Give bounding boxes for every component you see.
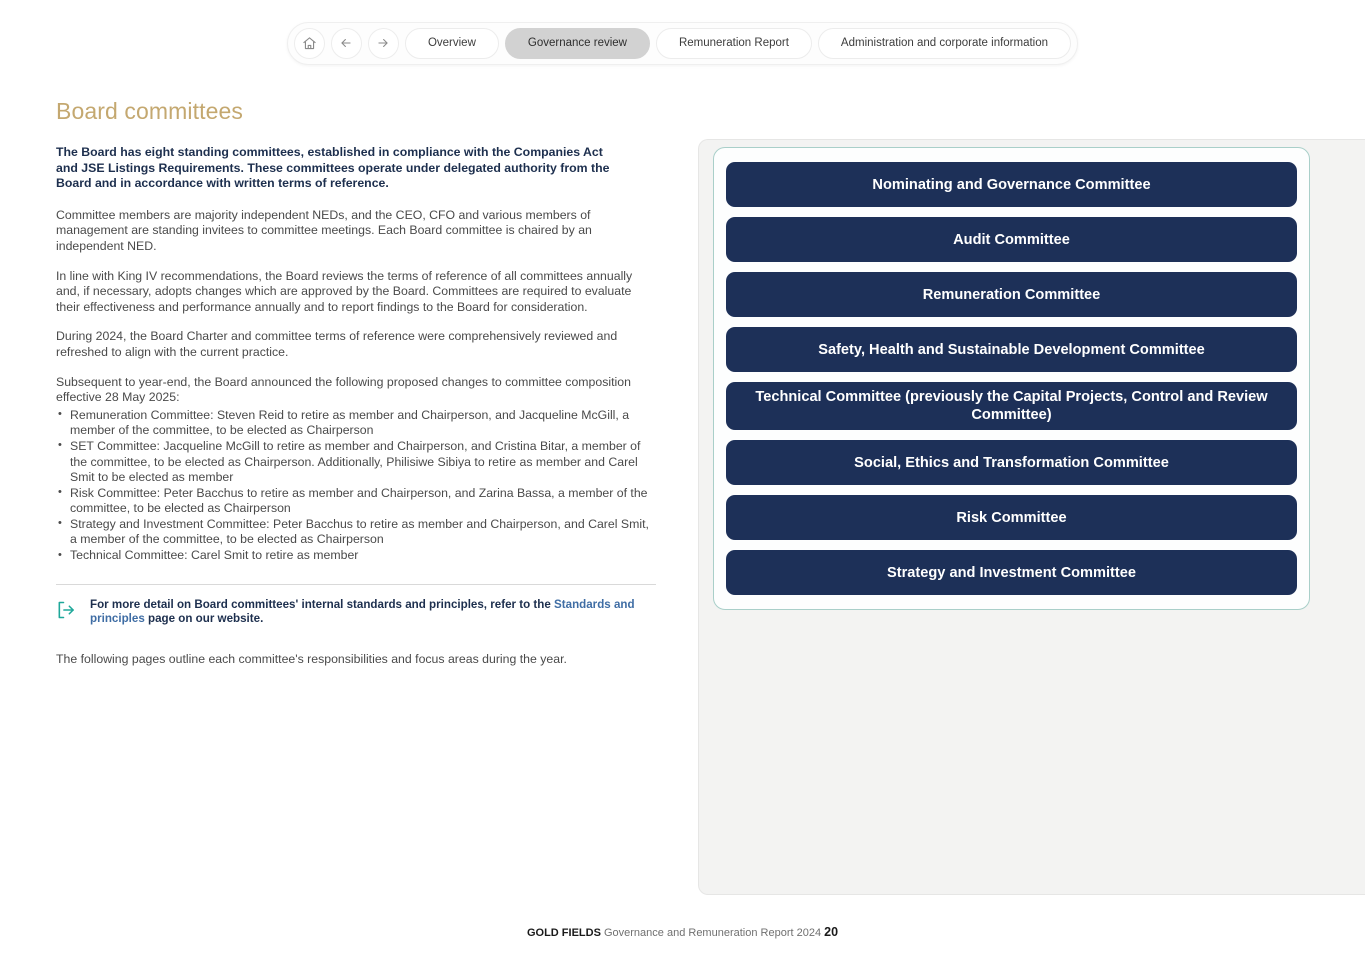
footer-page-number: 20 — [824, 925, 839, 939]
external-link-arrow-icon — [56, 598, 76, 625]
tab-remuneration-report[interactable]: Remuneration Report — [656, 28, 812, 59]
paragraph-king-iv: In line with King IV recommendations, the Board reviews the terms of reference of all committees annually and, if necessary, adopts changes which are approved by the Board. Committees are required to evaluate their effectiveness and performance annually and to report findings to the Board for consideration. — [56, 268, 633, 314]
callout-standards-and-principles — [56, 598, 656, 627]
page-footer — [0, 925, 1365, 939]
committee-strategy-and-investment[interactable]: Strategy and Investment Committee — [726, 550, 1297, 595]
committee-safety-health-and-sustainable-development[interactable]: Safety, Health and Sustainable Development Committee — [726, 327, 1297, 372]
paragraph-proposed-changes-intro: Subsequent to year-end, the Board announced the following proposed changes to committee composition effective 28 May 2025: — [56, 374, 631, 405]
list-item: • Remuneration Committee: Steven Reid to retire as member and Chairperson, and Jacqueline McGill, a member of the committee, to be elected as Chairperson — [56, 408, 653, 439]
lead-paragraph: The Board has eight standing committees, established in compliance with the Companies Act and JSE Listings Requirements. These committees operate under delegated authority from the Board and in accordance with written terms of reference. — [56, 145, 610, 191]
divider — [56, 584, 656, 585]
closing-paragraph: The following pages outline each committee's responsibilities and focus areas during the year. — [56, 651, 567, 666]
paragraph-committee-members: Committee members are majority independent NEDs, and the CEO, CFO and various members of management are standing invitees to committee meetings. Each Board committee is chaired by an independent NED. — [56, 207, 592, 253]
footer-brand: GOLD FIELDS — [526, 927, 601, 939]
committee-audit[interactable]: Audit Committee — [726, 217, 1297, 262]
callout-text-before: For more detail on Board committees' internal standards and principles, refer to the — [90, 597, 555, 611]
top-navigation-bar — [0, 0, 1365, 86]
home-icon[interactable] — [294, 28, 325, 59]
tab-governance-review[interactable]: Governance review — [505, 28, 650, 59]
paragraph-board-charter-2024: During 2024, the Board Charter and committee terms of reference were comprehensively reviewed and refreshed to align with the current practice. — [56, 329, 618, 359]
standards-and-principles-link[interactable]: Standards and principles — [90, 597, 635, 626]
committees-panel — [698, 139, 1365, 895]
committee-remuneration[interactable]: Remuneration Committee — [726, 272, 1297, 317]
committee-nominating-and-governance[interactable]: Nominating and Governance Committee — [726, 162, 1297, 207]
committee-social-ethics-and-transformation[interactable]: Social, Ethics and Transformation Committee — [726, 440, 1297, 485]
committee-risk[interactable]: Risk Committee — [726, 495, 1297, 540]
back-arrow-icon[interactable] — [331, 28, 362, 59]
main-text-column — [56, 145, 656, 667]
callout-text-after: page on our website. — [144, 612, 264, 626]
tab-administration-and-corporate-information[interactable]: Administration and corporate information — [818, 28, 1071, 59]
list-item: • Strategy and Investment Committee: Peter Bacchus to retire as member and Chairperson, and Carel Smit, a member of the committee, to be elected as Chairperson — [56, 517, 653, 548]
page-title: Board committees — [56, 98, 243, 124]
callout-text — [90, 598, 656, 627]
list-item: • Risk Committee: Peter Bacchus to retire as member and Chairperson, and Zarina Bassa, a member of the committee, to be elected as Chairperson — [56, 486, 653, 517]
committees-card — [713, 147, 1310, 610]
proposed-changes-list — [56, 408, 656, 564]
committee-technical[interactable]: Technical Committee (previously the Capital Projects, Control and Review Committee) — [726, 382, 1297, 430]
footer-report-title: Governance and Remuneration Report 2024 — [600, 927, 825, 939]
forward-arrow-icon[interactable] — [368, 28, 399, 59]
tab-overview[interactable]: Overview — [405, 28, 499, 59]
list-item: • SET Committee: Jacqueline McGill to retire as member and Chairperson, and Cristina Bitar, a member of the committee, to be elected as Chairperson. Additionally, Philisiwe Sibiya to retire as member and Carel Smit to be elected as member — [56, 439, 653, 486]
list-item: • Technical Committee: Carel Smit to retire as member — [56, 548, 653, 564]
nav-pill-container — [287, 22, 1078, 65]
